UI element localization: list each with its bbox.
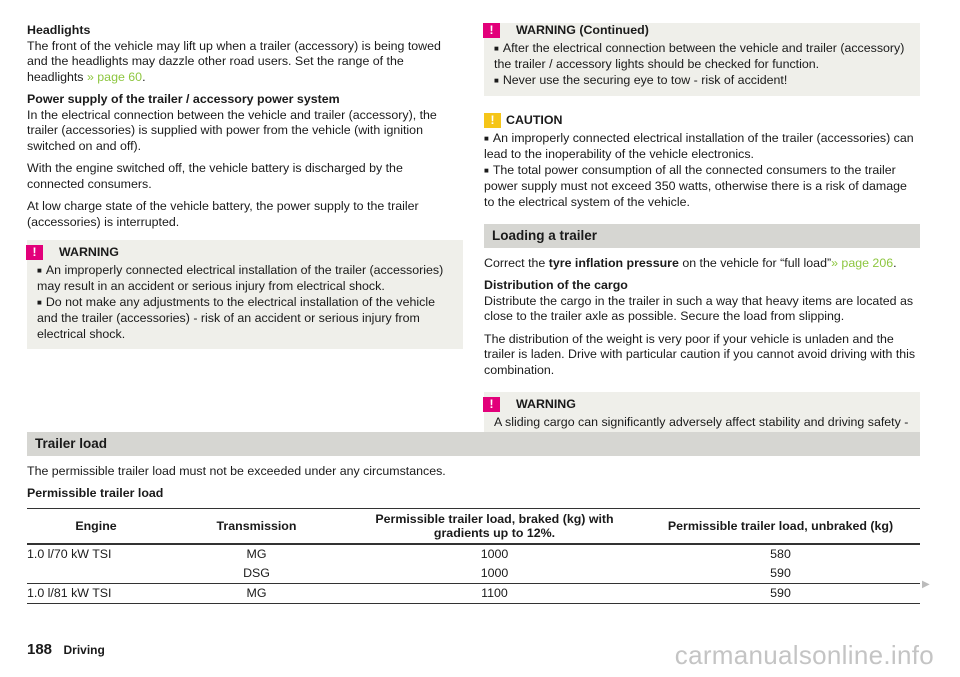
column-header: Engine bbox=[27, 508, 165, 544]
table-row bbox=[27, 564, 920, 584]
watermark: carmanualsonline.info bbox=[674, 640, 934, 670]
table-cell: 1100 bbox=[348, 583, 641, 603]
table-title: Permissible trailer load bbox=[27, 486, 164, 500]
table-cell: MG bbox=[165, 583, 348, 603]
distribution-title: Distribution of the cargo bbox=[484, 278, 628, 292]
period: . bbox=[893, 255, 897, 270]
warning-item: ■ Do not make any adjustments to the electrical installation of the vehicle and the trailer (accessories) - risk of an accident or serious injury from electrical shock. bbox=[37, 295, 453, 343]
table-cell: 1000 bbox=[480, 546, 509, 561]
right-column bbox=[484, 23, 920, 453]
table-cell: 590 bbox=[641, 583, 920, 603]
distribution-paragraph bbox=[484, 278, 920, 325]
warning-item: ■ Never use the securing eye to tow - risk of accident! bbox=[494, 73, 910, 90]
section-heading-trailer-load: Trailer load bbox=[27, 432, 920, 456]
warning-item: ■ An improperly connected electrical installation of the trailer (accessories) may result in an accident or serious injury from electrical shock. bbox=[37, 263, 453, 295]
column-header: Permissible trailer load, unbraked (kg) bbox=[641, 508, 920, 544]
trailer-load-intro: The permissible trailer load must not be exceeded under any circumstances. bbox=[27, 463, 446, 478]
left-column bbox=[27, 23, 463, 349]
continue-arrow-icon: ▶ bbox=[922, 579, 930, 590]
power-title: Power supply of the trailer / accessory power system bbox=[27, 92, 340, 106]
table-cell: 590 bbox=[770, 565, 791, 580]
warning-icon: ! bbox=[26, 245, 43, 260]
warning-icon: ! bbox=[483, 397, 500, 412]
headlights-title: Headlights bbox=[27, 23, 91, 37]
table-header-row bbox=[27, 508, 920, 544]
trailer-load-section bbox=[27, 432, 920, 604]
table-row bbox=[27, 583, 920, 603]
warning-text: A sliding cargo can significantly adversely affect stability and driving safety - bbox=[494, 414, 909, 429]
period: . bbox=[142, 69, 146, 84]
low-charge-paragraph: At low charge state of the vehicle battery, the power supply to the trailer (accessories) is interrupted. bbox=[27, 199, 419, 229]
weight-paragraph: The distribution of the weight is very poor if your vehicle is unladen and the trailer is laden. Drive with particular caution if you cannot avoid driving with this combination. bbox=[484, 331, 916, 377]
table-cell bbox=[27, 564, 165, 584]
engine-off-paragraph: With the engine switched off, the vehicle battery is discharged by the connected consumers. bbox=[27, 161, 403, 191]
text: on the vehicle for “full load” bbox=[678, 255, 832, 270]
table-cell: 1.0 l/81 kW TSI bbox=[27, 583, 165, 603]
section-heading-loading: Loading a trailer bbox=[484, 224, 920, 248]
caution-title: CAUTION bbox=[506, 113, 563, 127]
warning-box bbox=[27, 240, 463, 349]
warning-title: WARNING bbox=[59, 245, 119, 259]
power-paragraph bbox=[27, 92, 463, 154]
warning-icon: ! bbox=[483, 23, 500, 38]
chapter-name: Driving bbox=[63, 643, 105, 657]
table-cell: 1.0 l/70 kW TSI bbox=[27, 546, 112, 561]
caution-item: ■ An improperly connected electrical installation of the trailer (accessories) can lead to the inoperability of the vehicle electronics. bbox=[484, 131, 920, 163]
tyre-pressure-paragraph bbox=[484, 256, 920, 272]
table-cell: 580 bbox=[770, 546, 791, 561]
power-text: In the electrical connection between the vehicle and trailer (accessory), the trailer (accessories) is supplied with power from the vehicle (with ignition switched on and off). bbox=[27, 107, 437, 153]
tyre-pressure-page-link[interactable]: » page 206 bbox=[831, 255, 894, 270]
trailer-load-table bbox=[27, 508, 920, 604]
table-cell: MG bbox=[246, 546, 267, 561]
column-header: Transmission bbox=[165, 508, 348, 544]
text: Correct the bbox=[484, 255, 549, 270]
warning-continued-box bbox=[484, 23, 920, 96]
warning-title: WARNING bbox=[516, 397, 576, 411]
table-cell: DSG bbox=[243, 565, 270, 580]
headlights-text: The front of the vehicle may lift up when a trailer (accessory) is being towed and the headlights may dazzle other road users. Set the range of the headlights bbox=[27, 38, 441, 84]
warning-item: ■ After the electrical connection between the vehicle and trailer (accessory) the trailer / accessory lights should be checked for function. bbox=[494, 41, 910, 73]
table-cell: 1000 bbox=[480, 565, 509, 580]
page-footer bbox=[27, 642, 105, 659]
distribution-text: Distribute the cargo in the trailer in such a way that heavy items are located as close to the trailer axle as possible. Secure the load from slipping. bbox=[484, 293, 914, 323]
headlights-paragraph bbox=[27, 23, 463, 85]
tyre-pressure-term: tyre inflation pressure bbox=[548, 255, 679, 270]
caution-item: ■ The total power consumption of all the connected consumers to the trailer power supply must not exceed 350 watts, otherwise there is a risk of damage to the electrical system of the vehicle. bbox=[484, 163, 920, 211]
page-number: 188 bbox=[27, 641, 53, 658]
headlights-page-link[interactable]: » page 60 bbox=[86, 69, 143, 84]
warning-continued-title: WARNING (Continued) bbox=[516, 23, 649, 37]
column-header: Permissible trailer load, braked (kg) with gradients up to 12%. bbox=[348, 508, 641, 544]
caution-icon: ! bbox=[484, 113, 501, 128]
caution-box bbox=[484, 110, 920, 210]
table-row bbox=[27, 544, 920, 564]
